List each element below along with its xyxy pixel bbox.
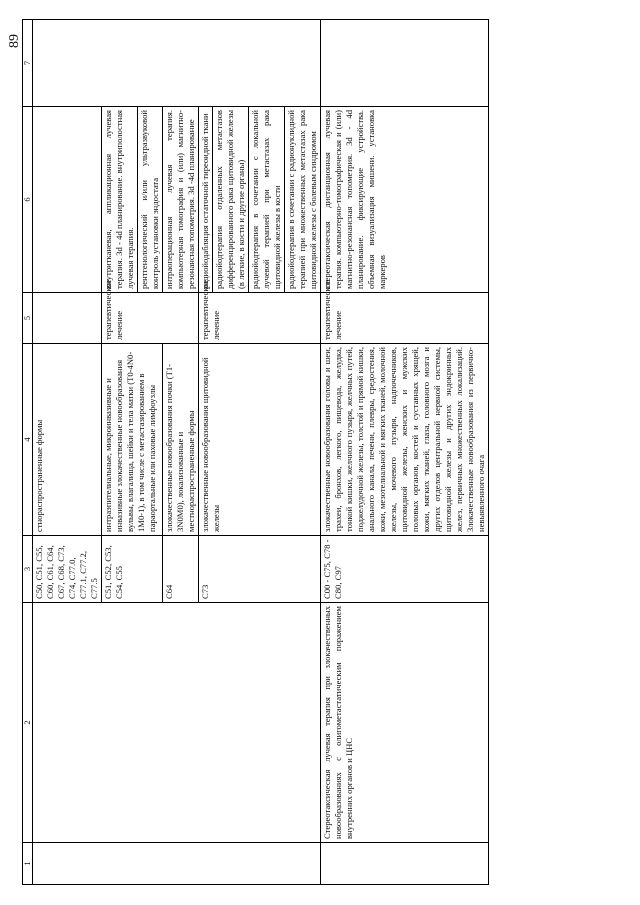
column-header: 3 (23, 536, 33, 603)
treatment-cell (33, 293, 102, 344)
row-number-cell (321, 843, 489, 885)
column-header: 2 (23, 603, 33, 843)
care-type-cell (33, 603, 321, 843)
method-cell: внутритканевая, аппликационная лучевая терапия. 3d - 4d планирование. внутриполостная лучевая терапия. (102, 107, 138, 293)
method-cell: интраоперационная лучевая терапия. компьютерная томография и (или) магнитно-резонансная топометрия. 3d -4d планирование (163, 107, 199, 293)
icd-codes-cell: C51, C52, C53, C54, C55 (102, 536, 163, 603)
icd-codes-cell: C64 (163, 536, 199, 603)
medical-care-table (22, 19, 489, 885)
note-cell (33, 20, 321, 107)
method-cell: радиойодтерапия в сочетании с локальной лучевой терапией при метастазах рака щитовидной железы в кости (249, 107, 285, 293)
diagnosis-cell: злокачественные новообразования почки (T1-3N0M0), локализованные и местнораспространенные формы (163, 344, 199, 536)
treatment-cell: терапевтическое лечение (199, 293, 321, 344)
method-cell: стереотаксическая дистанционная лучевая терапия. компьютерно-томографическая и (или) магнитно-резонансная топометрия. 3d - 4d планирование. фиксирующие устройства. объемная визуализация мишени. установка маркеров (321, 107, 489, 293)
treatment-cell: терапевтическое лечение (321, 293, 489, 344)
note-cell (321, 20, 489, 107)
page-number: 89 (7, 34, 22, 48)
method-cell (33, 107, 102, 293)
column-header: 4 (23, 344, 33, 536)
treatment-cell: терапевтическое лечение (102, 293, 199, 344)
column-header: 5 (23, 293, 33, 344)
diagnosis-cell: стнораспространенные формы (33, 344, 102, 536)
method-cell: рентгенологический и/или ультразвуковой контроль установки эндостата (138, 107, 163, 293)
method-cell: радиойодабляция остаточной тиреоидной ткани (199, 107, 213, 293)
column-header: 1 (23, 843, 33, 885)
column-header: 7 (23, 20, 33, 107)
column-header: 6 (23, 107, 33, 293)
diagnosis-cell: злокачественные новообразования головы и шеи, трахеи, бронхов, легкого, пищевода, желудка, тонкой кишки, желчного пузыря, желчных путей, поджелудочной железы, толстой и прямой кишки, анального канала, печени, плевры, средостения, кожи, мезотелиальной и мягких тканей, молочной железы, мочевого пузыря, надпочечников, щитовидной железы, женских и мужских половых органов, костей и суставных хрящей, кожи, мягких тканей, глаза, головного мозга и других отделов центральной нервной системы, щитовидной железы и других эндокринных желез, первичных множественных локализаций. Злокачественные новообразования из первично-невыявленного очага (321, 344, 489, 536)
table-row (321, 20, 489, 885)
column-number-row (23, 20, 33, 885)
care-type-cell: Стереотаксическая лучевая терапия при злокачественных новообразованиях с олигометастатическим поражением внутренних органов и ЦНС (321, 603, 489, 843)
method-cell: радиойодтерапия отдаленных метастазов дифференцированного рака щитовидной железы (в легкие, в кости и другие органы) (213, 107, 249, 293)
icd-codes-cell: C50, C51, C55, C60, C61, C64, C67, C68, C73, C74, C77.0, C77.1, C77.2, C77.5 (33, 536, 102, 603)
table-row (33, 20, 102, 885)
icd-codes-cell: C00 - C75, C78 - C80, C97 (321, 536, 489, 603)
method-cell: радиойодтерапия в сочетании с радионуклидной терапией при множественных метастазах рака щитовидной железы с болевым синдромом (285, 107, 321, 293)
diagnosis-cell: злокачественные новообразования щитовидной железы (199, 344, 321, 536)
icd-codes-cell: C73 (199, 536, 321, 603)
diagnosis-cell: интраэпителиальные, микроинвазивные и инвазивные злокачественные новообразования вульвы, влагалища, шейки и тела матки (T0-4N0-1M0-1), в том числе с метастазированием в параортальные или паховые лимфоузлы (102, 344, 163, 536)
row-number-cell (33, 843, 321, 885)
